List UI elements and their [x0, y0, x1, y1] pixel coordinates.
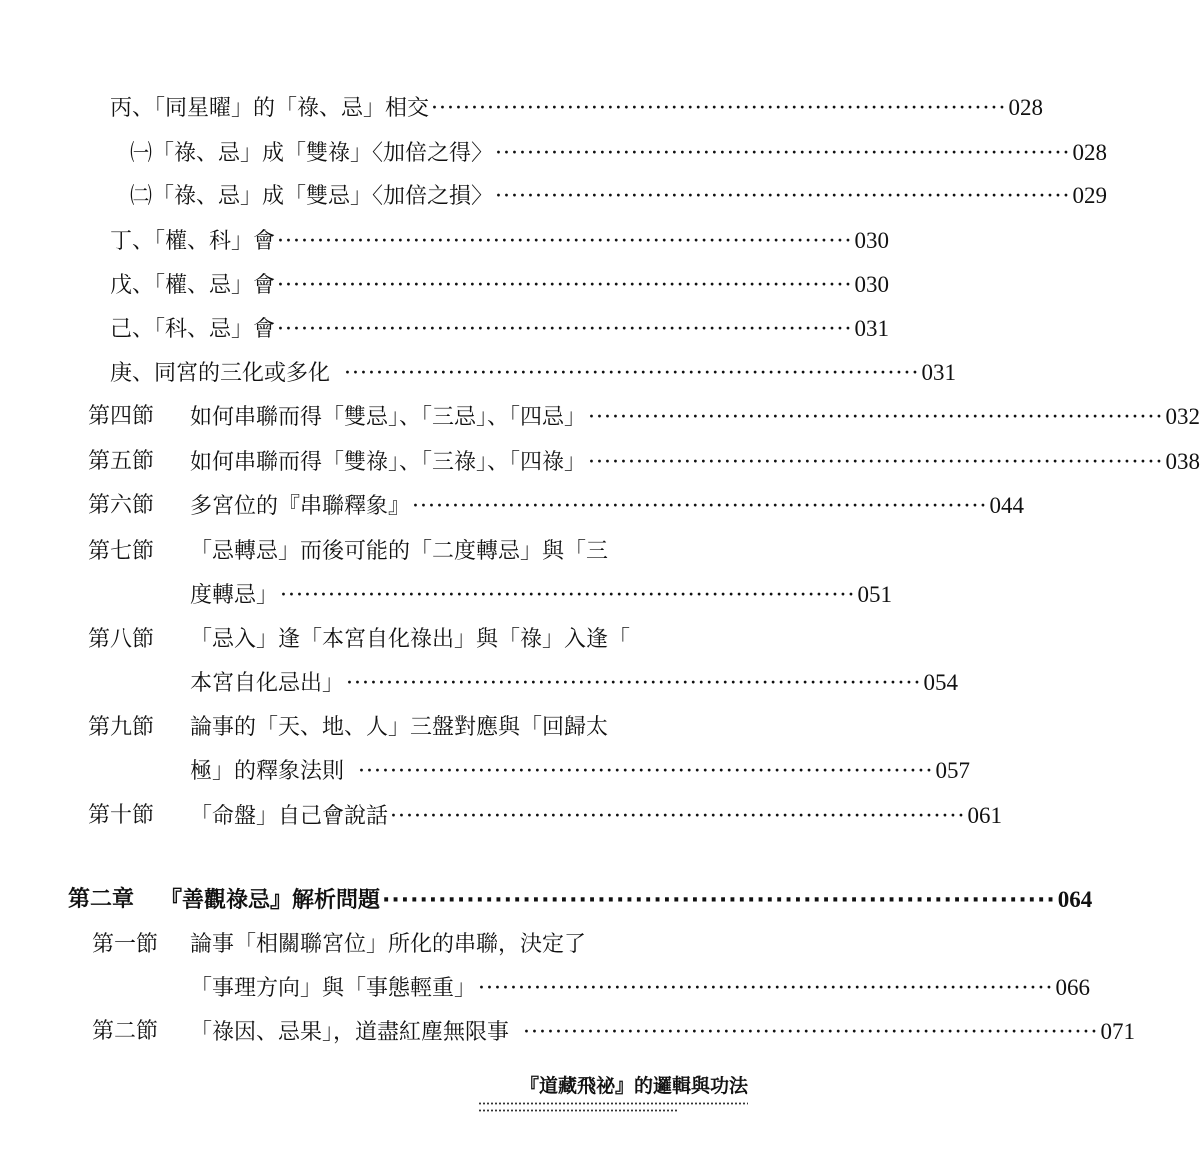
toc-entry-text: 丁、「權、科」會	[110, 229, 276, 254]
book-title-footer: 『道藏飛祕』的邏輯與功法	[519, 1075, 748, 1097]
toc-page-number: 051	[857, 582, 893, 607]
toc-entry	[190, 801, 1003, 832]
dot-leader: ········································································	[412, 494, 988, 519]
toc-entry-text: ㈡「祿、忌」成「雙忌」〈加倍之損〉	[130, 184, 494, 209]
toc-entry-text: 度轉忌」	[190, 583, 279, 608]
section-label: 第二節	[92, 1019, 159, 1044]
footer-dot-rule	[478, 1102, 748, 1105]
toc-entry	[190, 1017, 1136, 1048]
dot-leader: ········································································	[280, 583, 856, 608]
toc-entry-text: 多宮位的『串聯釋象』	[190, 494, 411, 519]
toc-entry-text: 丙、「同星曜」的「祿、忌」相交	[110, 96, 430, 121]
section-label: 第四節	[88, 404, 155, 429]
dot-leader: ········································································	[358, 759, 934, 784]
toc-entry-text: 「命盤」自己會說話	[190, 804, 389, 829]
toc-entry	[190, 447, 1200, 478]
toc-entry-text: 如何串聯而得「雙忌」、「三忌」、「四忌」	[190, 405, 587, 430]
toc-entry-text: 戊、「權、忌」會	[110, 273, 276, 298]
toc-entry	[110, 270, 890, 301]
section-label: 第一節	[92, 932, 159, 957]
dot-leader: ········································································	[431, 96, 1007, 121]
toc-page-number: 028	[1008, 95, 1044, 120]
section-label: 第五節	[88, 449, 155, 474]
footer-dot-rule	[478, 1109, 678, 1112]
toc-entry	[110, 93, 1044, 124]
dot-leader: ········································································	[277, 229, 853, 254]
toc-entry-text: 庚、同宮的三化或多化	[110, 361, 331, 386]
toc-page-number: 032	[1165, 404, 1200, 429]
toc-entry	[110, 358, 957, 389]
dot-leader: ········································································	[382, 888, 1056, 913]
dot-leader: ········································································	[390, 804, 966, 829]
toc-page-number: 028	[1072, 140, 1108, 165]
toc-entry	[190, 668, 959, 699]
toc-entry	[190, 973, 1091, 1004]
toc-page-number: 054	[923, 670, 959, 695]
toc-entry	[110, 314, 890, 345]
toc-entry	[190, 756, 971, 787]
toc-page-number: 044	[989, 493, 1025, 518]
toc-page-number: 066	[1055, 975, 1091, 1000]
toc-entry	[190, 491, 1025, 522]
dot-leader: ········································································	[346, 671, 922, 696]
chapter-label: 第二章	[68, 887, 135, 912]
toc-page-number: 061	[967, 803, 1003, 828]
toc-entry-text: 「事理方向」與「事態輕重」	[190, 976, 477, 1001]
dot-leader: ········································································	[495, 184, 1071, 209]
toc-page-number: 038	[1165, 449, 1200, 474]
toc-entry	[130, 181, 1108, 212]
section-label: 第十節	[88, 803, 155, 828]
toc-page-number: 031	[854, 316, 890, 341]
toc-entry-text: 如何串聯而得「雙祿」、「三祿」、「四祿」	[190, 450, 587, 475]
dot-leader: ········································································	[588, 405, 1164, 430]
toc-page-number: 030	[854, 228, 890, 253]
dot-leader: ········································································	[277, 273, 853, 298]
dot-leader: ········································································	[277, 317, 853, 342]
section-label: 第六節	[88, 493, 155, 518]
toc-entry-text: 本宮自化忌出」	[190, 671, 345, 696]
dot-leader: ········································································	[588, 450, 1164, 475]
toc-entry	[190, 580, 893, 611]
toc-entry	[130, 138, 1108, 169]
toc-entry	[110, 226, 890, 257]
chapter-entry	[160, 885, 1093, 916]
toc-entry	[190, 402, 1200, 433]
toc-entry-text: ㈠「祿、忌」成「雙祿」〈加倍之得〉	[130, 141, 494, 166]
section-label: 第七節	[88, 539, 155, 564]
toc-page-number: 064	[1057, 887, 1093, 912]
dot-leader: ········································································	[523, 1020, 1099, 1045]
toc-page-number: 029	[1072, 183, 1108, 208]
dot-leader: ········································································	[344, 361, 920, 386]
toc-page-number: 071	[1100, 1019, 1136, 1044]
toc-entry-text: 「忌轉忌」而後可能的「二度轉忌」與「三	[190, 539, 609, 564]
dot-leader: ········································································	[495, 141, 1071, 166]
section-label: 第九節	[88, 715, 155, 740]
toc-entry-text: 「祿因、忌果」，道盡紅塵無限事	[190, 1020, 510, 1045]
section-label: 第八節	[88, 627, 155, 652]
toc-page-number: 057	[935, 758, 971, 783]
toc-page-number: 030	[854, 272, 890, 297]
toc-entry-text: 論事「相關聯宮位」所化的串聯，決定了	[190, 932, 587, 957]
toc-entry-text: 論事的「天、地、人」三盤對應與「回歸太	[190, 715, 609, 740]
toc-entry-text: 己、「科、忌」會	[110, 317, 276, 342]
toc-entry-text: 極」的釋象法則	[190, 759, 345, 784]
dot-leader: ········································································	[478, 976, 1054, 1001]
toc-entry-text: 「忌入」逢「本宮自化祿出」與「祿」入逢「	[190, 627, 631, 652]
toc-page-number: 031	[921, 360, 957, 385]
chapter-title: 『善觀祿忌』解析問題	[160, 888, 381, 913]
